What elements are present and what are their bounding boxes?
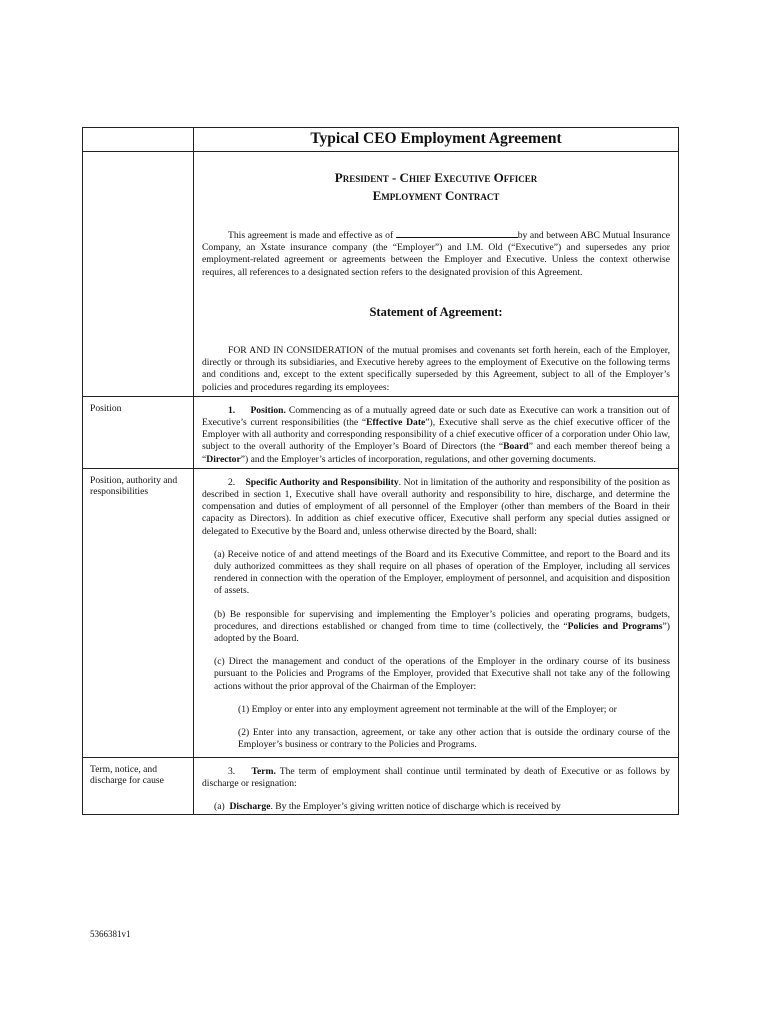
section-2-item-b — [214, 609, 670, 646]
section-3-item-a — [214, 801, 670, 813]
section-2-paragraph — [202, 477, 670, 538]
item-a-label: (a) — [214, 800, 225, 812]
section-1-heading: Position. — [250, 404, 286, 416]
section-2-number: 2. — [228, 476, 236, 488]
section-1-text-c: ” and each member thereof being a “ — [202, 441, 670, 465]
contract-title — [202, 169, 670, 205]
contract-title-line2: Employment Contract — [372, 188, 500, 203]
side-label-authority: Position, authority and responsibilities — [83, 468, 194, 757]
date-blank-line — [396, 228, 518, 238]
intro-paragraph — [202, 228, 670, 279]
section-3-cell — [194, 757, 679, 815]
section-2-item-c1: (1) Employ or enter into any employment agreement not terminable at the will of the Employer; or — [238, 703, 617, 715]
statement-paragraph: FOR AND IN CONSIDERATION of the mutual promises and covenants set forth herein, each of the Employer, directly or through its subsidiaries, and Executive hereby agrees to the employment of Executive on the following terms and conditions and, except to the extent specifically superseded by this Agreement, subject to all of the Employer’s policies and procedures regarding its employees: — [202, 345, 670, 393]
discharge-heading: Discharge — [229, 800, 271, 812]
item-b-text-1: (b) Be responsible for supervising and implementing the Employer’s policies and operating programs, budgets, procedures, and directions established or changed from time to time (collectively, the “ — [214, 608, 670, 632]
section-1-number: 1. — [228, 404, 236, 416]
discharge-text: . By the Employer’s giving written notice of discharge which is received by — [270, 800, 561, 812]
agreement-table — [82, 127, 679, 815]
item-b-text-2: ”) adopted by the Board. — [214, 620, 670, 645]
section-2-item-a: (a) Receive notice of and attend meetings of the Board and its Executive Committee, and report to the Board and its duly authorized committees as they shall require on all phases of operation of the Employer, including all services rendered in connection with the operation of the Employer, employment of personnel, and acquisition and disposition of assets. — [214, 548, 670, 597]
section-3-text: The term of employment shall continue until terminated by death of Executive or as follows by discharge or resignation: — [202, 765, 670, 789]
section-2-item-c2: (2) Enter into any transaction, agreement, or take any other action that is outside the ordinary course of the Employer’s business or contrary to the Policies and Programs. — [238, 727, 670, 751]
intro-side-cell — [83, 152, 194, 397]
header-side-cell — [83, 128, 194, 152]
term-director: Director — [206, 453, 241, 465]
side-label-position: Position — [83, 396, 194, 468]
section-1-text-a: Commencing as of a mutually agreed date or such date as Executive can work a transition out of Executive’s current responsibilities (the “ — [202, 404, 670, 429]
statement-heading: Statement of Agreement: — [369, 304, 503, 319]
intro-cell — [194, 152, 679, 397]
section-2-heading: Specific Authority and Responsibility — [245, 476, 399, 488]
term-policies-programs: Policies and Programs — [567, 620, 663, 632]
section-2-text: . Not in limitation of the authority and responsibility of the position as described in section 1, Executive shall have overall authority and responsibility to hire, discharge, and determine the compensation and duties of employment of all personnel of the Employer (other than members of the Board in their capacity as Directors). In addition as chief executive officer, Executive shall perform any special duties assigned or delegated to Executive by the Board and, unless otherwise directed by the Board, shall: — [202, 476, 670, 537]
term-board: Board — [503, 441, 529, 453]
document-title: Typical CEO Employment Agreement — [194, 128, 679, 152]
intro-text-b: by and between ABC Mutual Insurance Company, an Xstate insurance company (the “Employer”) and I.M. Old (“Executive”) and supersedes any prior employment-related agreement or agreements between the Employer and Executive. Unless the context otherwise requires, all references to a designated section refers to the designated provision of this Agreement. — [202, 230, 670, 278]
section-1-text-b: ”), Executive shall serve as the chief executive officer of the Employer with all authority and corresponding responsibility of a chief executive officer of a corporation under Ohio law, subject to the overall authority of the Employer’s Board of Directors (the “ — [202, 417, 671, 453]
section-1-text-d: ”) and the Employer’s articles of incorporation, regulations, and other governing documents. — [240, 453, 596, 465]
intro-text-a: This agreement is made and effective as of — [228, 230, 396, 241]
section-1-cell — [194, 396, 679, 468]
section-2-cell — [194, 468, 679, 757]
section-3-heading: Term. — [251, 765, 276, 777]
contract-title-line1: President - Chief Executive Officer — [334, 170, 538, 185]
side-label-term: Term, notice, and discharge for cause — [83, 757, 194, 815]
section-2-item-c: (c) Direct the management and conduct of the operations of the Employer in the ordinary course of its business pursuant to the Policies and Programs of the Employer, provided that Executive shall not take any of the following actions without the prior approval of the Chairman of the Employer: — [214, 656, 670, 692]
section-3-number: 3. — [228, 765, 236, 777]
document-id: 5366381v1 — [90, 929, 131, 939]
section-3-paragraph — [202, 766, 670, 790]
term-effective-date: Effective Date — [366, 417, 426, 429]
section-1-paragraph — [202, 405, 670, 466]
